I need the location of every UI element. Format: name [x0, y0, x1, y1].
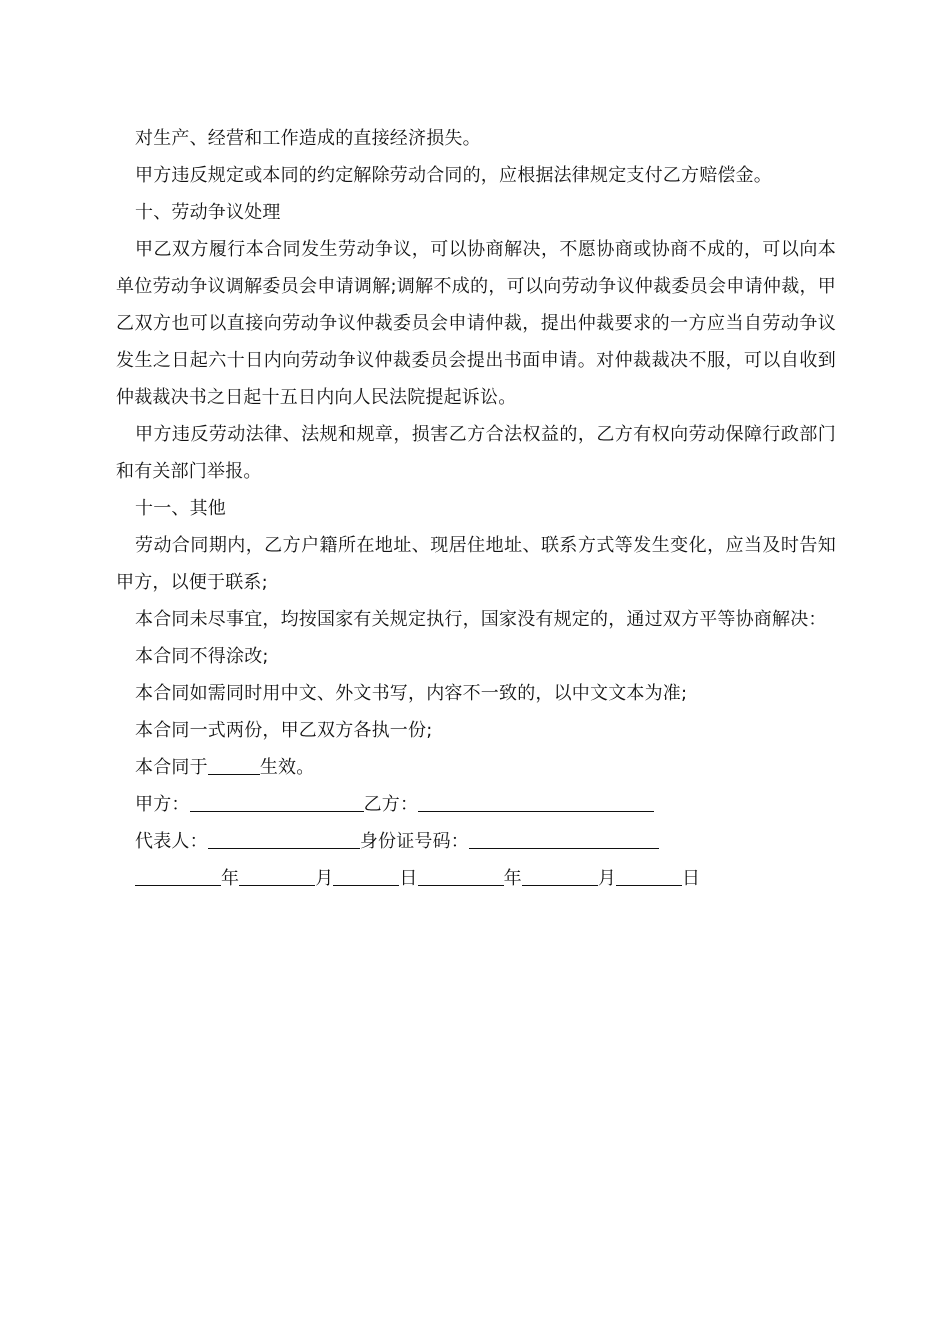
- representative-line: [116, 823, 836, 860]
- id-number-label: 身份证号码：: [359, 831, 470, 852]
- date-line: [116, 860, 836, 897]
- paragraph-address-change: 劳动合同期内，乙方户籍所在地址、现居住地址、联系方式等发生变化，应当及时告知甲方，以便于联系;: [116, 535, 836, 593]
- party-b-day-label: 日: [682, 868, 701, 889]
- representative-label: 代表人：: [135, 831, 208, 852]
- party-b-year-label: 年: [503, 868, 522, 889]
- party-a-month-label: 月: [315, 868, 334, 889]
- paragraph-dispute-handling: 甲乙双方履行本合同发生劳动争议，可以协商解决，不愿协商或协商不成的，可以向本单位劳动争议调解委员会申请调解;调解不成的，可以向劳动争议仲裁委员会申请仲裁，甲乙双方也可以直接向劳动争议仲裁委员会申请仲裁，提出仲裁要求的一方应当自劳动争议发生之日起六十日内向劳动争议仲裁委员会提出书面申请。对仲裁裁决不服，可以自收到仲裁裁决书之日起十五日内向人民法院提起诉讼。: [116, 239, 836, 408]
- paragraph-report-violation: 甲方违反劳动法律、法规和规章，损害乙方合法权益的，乙方有权向劳动保障行政部门和有关部门举报。: [116, 424, 836, 482]
- paragraph-compensation: 甲方违反规定或本同的约定解除劳动合同的，应根据法律规定支付乙方赔偿金。: [135, 165, 772, 186]
- paragraph-language: 本合同如需同时用中文、外文书写，内容不一致的，以中文文本为准;: [135, 683, 688, 704]
- paragraph-unresolved-matters: 本合同未尽事宜，均按国家有关规定执行，国家没有规定的，通过双方平等协商解决：: [135, 609, 827, 630]
- party-a-year-label: 年: [221, 868, 240, 889]
- effective-suffix: 生效。: [259, 757, 315, 778]
- paragraph-economic-loss: 对生产、经营和工作造成的直接经济损失。: [135, 128, 481, 149]
- section-heading-other: 十一、其他: [135, 498, 226, 519]
- party-line: [116, 786, 836, 823]
- party-b-label: 乙方：: [363, 794, 419, 815]
- party-a-day-blank[interactable]: [333, 865, 399, 886]
- party-b-day-blank[interactable]: [616, 865, 682, 886]
- paragraph-no-alteration: 本合同不得涂改;: [135, 646, 269, 667]
- party-a-blank[interactable]: [190, 791, 364, 812]
- party-a-month-blank[interactable]: [239, 865, 315, 886]
- party-a-day-label: 日: [399, 868, 418, 889]
- effective-prefix: 本合同于: [135, 757, 208, 778]
- paragraph-copies: 本合同一式两份，甲乙双方各执一份;: [135, 720, 433, 741]
- party-b-blank[interactable]: [418, 791, 654, 812]
- section-heading-dispute: 十、劳动争议处理: [135, 202, 281, 223]
- party-b-month-label: 月: [597, 868, 617, 889]
- party-b-month-blank[interactable]: [522, 865, 598, 886]
- party-b-year-blank[interactable]: [418, 865, 504, 886]
- party-a-year-blank[interactable]: [135, 865, 221, 886]
- id-number-blank[interactable]: [469, 828, 659, 849]
- effective-date-blank[interactable]: [208, 754, 260, 775]
- effective-date-line: [116, 749, 836, 786]
- representative-blank[interactable]: [208, 828, 360, 849]
- party-a-label: 甲方：: [135, 794, 190, 815]
- document-body: [116, 120, 836, 897]
